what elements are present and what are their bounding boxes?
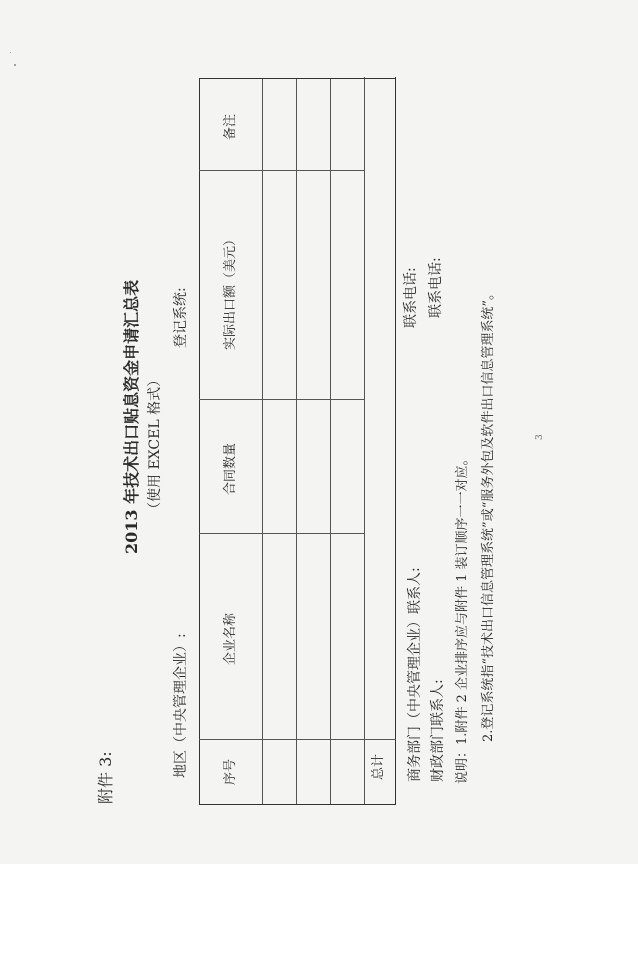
- column-header-company: 企业名称: [223, 612, 238, 665]
- row-divider: [364, 77, 365, 805]
- document-title: 2013 年技术出口贴息资金申请汇总表: [122, 279, 141, 554]
- region-label: 地区（中央管理企业）:: [173, 633, 189, 778]
- table-border: [395, 77, 396, 805]
- page-margin: [0, 864, 638, 976]
- row-divider: [296, 78, 297, 805]
- column-header-remarks: 备注: [223, 113, 238, 140]
- column-divider: [199, 533, 365, 534]
- scan-speck: [14, 64, 16, 66]
- total-label: 总计: [371, 753, 386, 780]
- column-divider: [199, 739, 396, 740]
- finance-contact-label: 财政部门联系人:: [430, 679, 446, 782]
- row-divider: [330, 78, 331, 805]
- column-header-seq: 序号: [223, 758, 238, 785]
- commerce-contact-label: 商务部门（中央管理企业）联系人:: [407, 567, 423, 782]
- table-border: [199, 804, 396, 805]
- commerce-phone-label: 联系电话:: [403, 267, 419, 328]
- table-border: [199, 79, 200, 805]
- scan-speck: [10, 52, 11, 53]
- column-divider: [199, 170, 365, 171]
- note-1: 说明：1.附件 2 企业排序应与附件 1 装订顺序一一对应。: [455, 452, 470, 784]
- column-header-contracts: 合同数量: [223, 442, 238, 495]
- registration-label: 登记系统:: [173, 287, 189, 348]
- table-border: [199, 78, 396, 79]
- row-divider: [262, 78, 263, 805]
- finance-phone-label: 联系电话:: [428, 257, 444, 318]
- attachment-label: 附件 3:: [96, 751, 115, 804]
- column-divider: [199, 399, 365, 400]
- note-2: 2.登记系统指“技术出口信息管理系统”或“服务外包及软件出口信息管理系统”。: [481, 287, 496, 742]
- page-number: 3: [535, 434, 545, 440]
- document-subtitle: （使用 EXCEL 格式）: [147, 372, 163, 516]
- column-header-export-amount: 实际出口额（美元）: [223, 232, 238, 350]
